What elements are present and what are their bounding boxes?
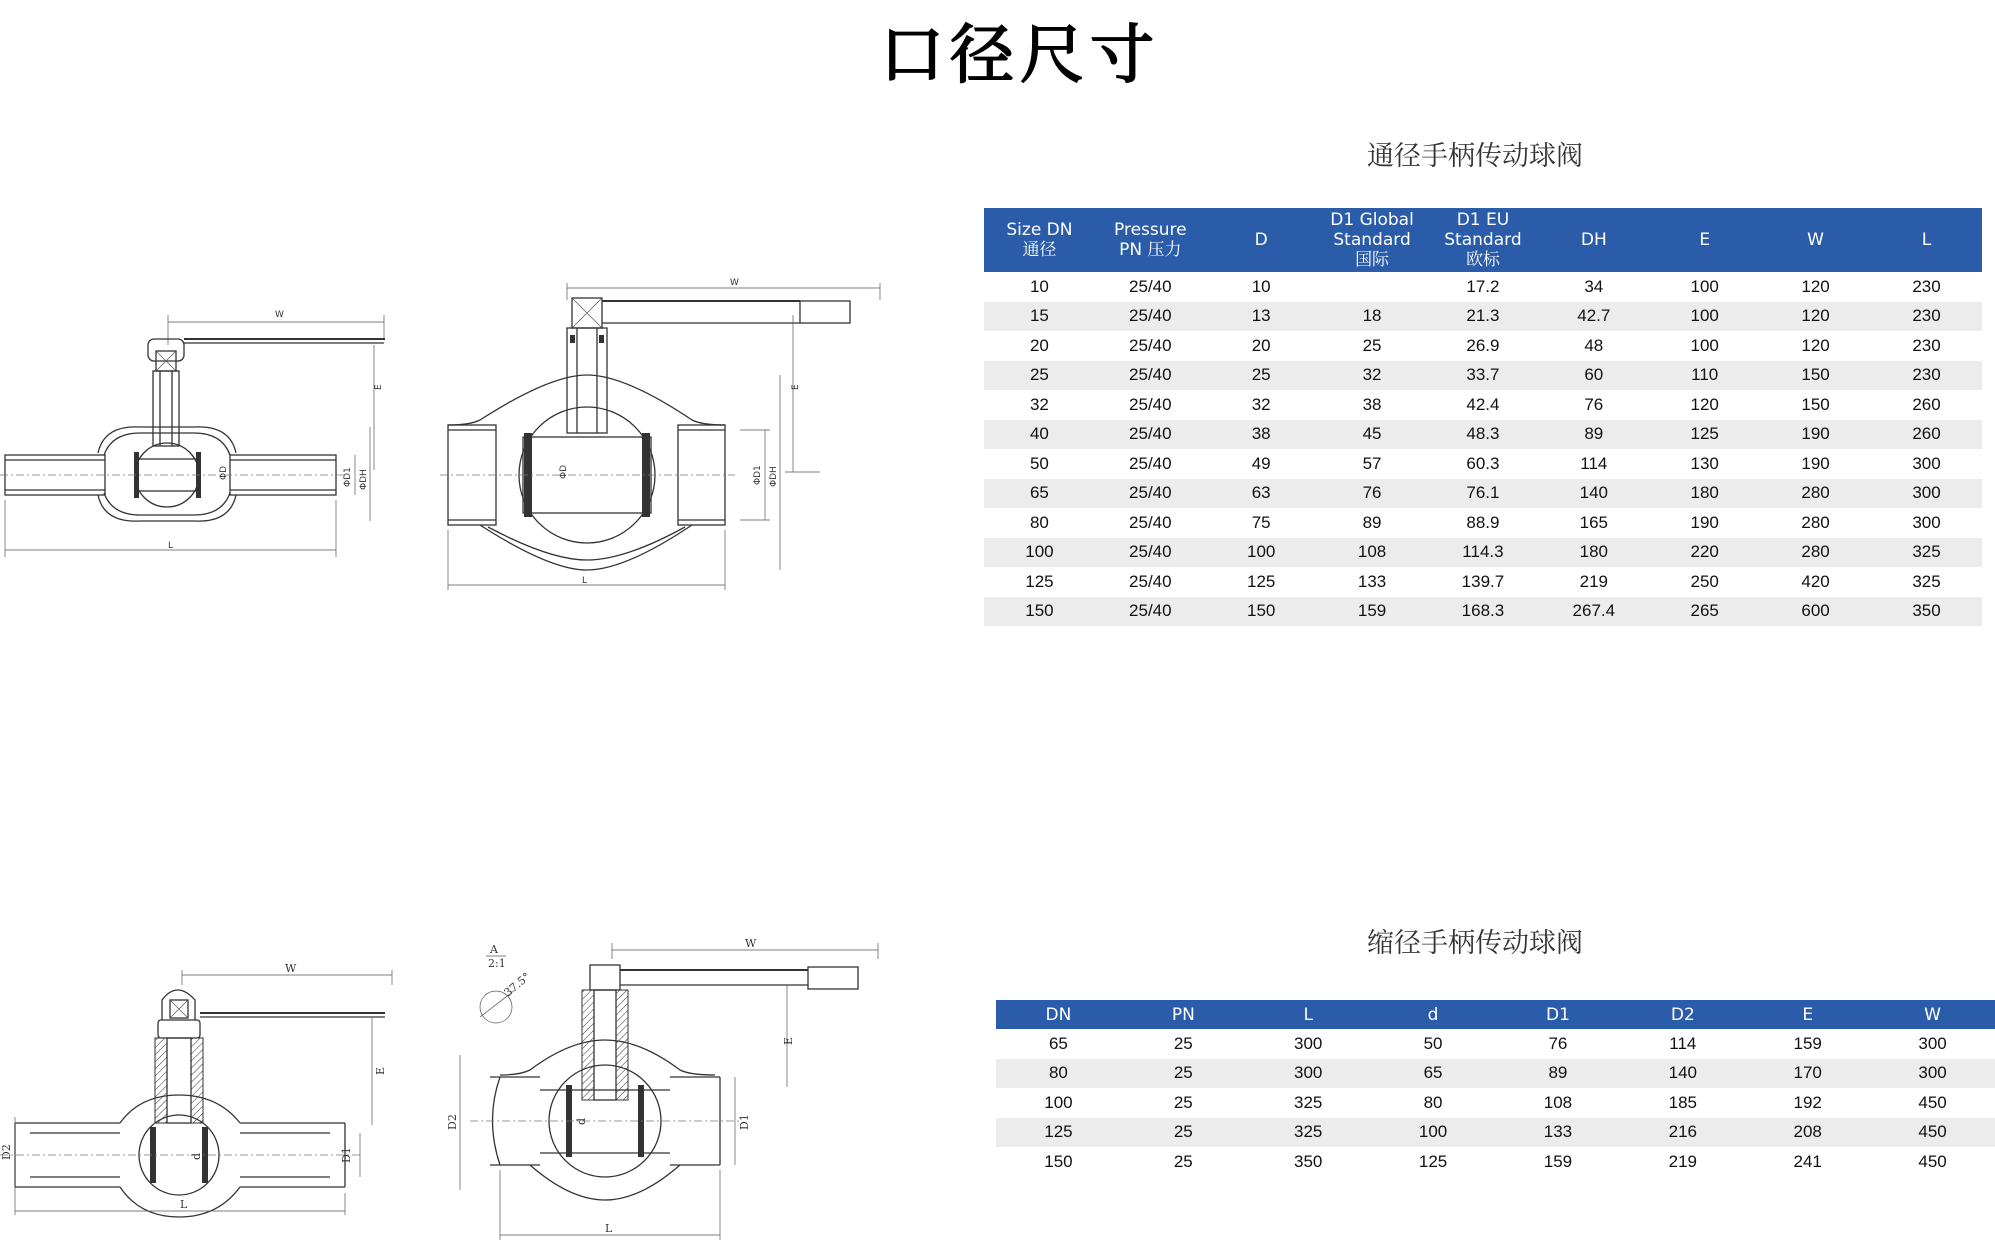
full-bore-header-cell: DH	[1538, 208, 1649, 272]
table-cell: 17.2	[1428, 272, 1539, 302]
table-cell: 219	[1620, 1147, 1745, 1177]
table-cell: 42.7	[1538, 302, 1649, 332]
table-cell: 280	[1760, 479, 1871, 509]
dim-e-label: E	[782, 1036, 795, 1045]
dim-dh-label: ΦDH	[769, 466, 779, 487]
table-cell: 125	[984, 567, 1095, 597]
table-cell: 25/40	[1095, 597, 1206, 627]
table-cell: 108	[1317, 538, 1428, 568]
table-cell: 450	[1870, 1118, 1995, 1148]
reduced-bore-header-cell: W	[1870, 1000, 1995, 1029]
table-cell: 120	[1760, 302, 1871, 332]
dim-d1-label: ΦD1	[343, 467, 353, 487]
full-bore-table	[984, 208, 1982, 626]
table-row	[984, 302, 1982, 332]
table-cell: 114.3	[1428, 538, 1539, 568]
table-cell: 63	[1206, 479, 1317, 509]
table-cell: 76	[1538, 390, 1649, 420]
dim-d1-label: D1	[340, 1147, 353, 1163]
table-cell: 120	[1649, 390, 1760, 420]
dim-w-label: W	[730, 278, 739, 288]
table-cell: 32	[984, 390, 1095, 420]
table-cell: 267.4	[1538, 597, 1649, 627]
table-cell: 10	[984, 272, 1095, 302]
table-cell: 300	[1871, 449, 1982, 479]
table-cell: 325	[1871, 567, 1982, 597]
dim-d2-label: D2	[446, 1114, 459, 1130]
dim-w-label: W	[275, 310, 284, 320]
table-cell: 32	[1317, 361, 1428, 391]
dim-w-label: W	[745, 937, 757, 950]
table-cell: 600	[1760, 597, 1871, 627]
dim-d-label: ΦD	[219, 465, 229, 480]
table-cell: 208	[1745, 1118, 1870, 1148]
dim-dh-label: ΦDH	[359, 469, 369, 490]
table-cell: 150	[996, 1147, 1121, 1177]
table-cell: 89	[1496, 1059, 1621, 1089]
table-cell: 125	[1206, 567, 1317, 597]
table-cell: 76.1	[1428, 479, 1539, 509]
dim-d2-label: D2	[0, 1144, 13, 1160]
drawing-full-bore-small	[0, 295, 400, 570]
reduced-bore-header-cell: D2	[1620, 1000, 1745, 1029]
dim-e-label: E	[791, 384, 801, 390]
full-bore-header-cell: W	[1760, 208, 1871, 272]
table-cell: 325	[1246, 1088, 1371, 1118]
table-cell: 220	[1649, 538, 1760, 568]
table-cell: 100	[996, 1088, 1121, 1118]
dim-w-label: W	[285, 962, 297, 975]
dim-l-label: L	[180, 1198, 188, 1211]
table-row	[984, 597, 1982, 627]
table-cell: 325	[1871, 538, 1982, 568]
dim-e-label: E	[374, 1066, 387, 1075]
table-cell: 100	[1206, 538, 1317, 568]
table-cell: 170	[1745, 1059, 1870, 1089]
table-cell: 100	[1649, 331, 1760, 361]
table-cell: 420	[1760, 567, 1871, 597]
table-cell: 60	[1538, 361, 1649, 391]
detail-a-label: A	[490, 943, 498, 956]
dim-e-label: E	[374, 384, 384, 390]
table-header-row	[984, 208, 1982, 272]
full-bore-header-cell: D	[1206, 208, 1317, 272]
table-cell: 25	[1206, 361, 1317, 391]
table-cell: 230	[1871, 331, 1982, 361]
table-cell: 125	[996, 1118, 1121, 1148]
table-cell: 300	[1870, 1029, 1995, 1059]
table-cell: 25	[1121, 1059, 1246, 1089]
table-cell: 34	[1538, 272, 1649, 302]
table-cell: 180	[1649, 479, 1760, 509]
table-cell: 18	[1317, 302, 1428, 332]
table-cell: 80	[996, 1059, 1121, 1089]
table-cell: 100	[1649, 272, 1760, 302]
table-cell: 280	[1760, 538, 1871, 568]
full-bore-header-cell: D1 Global Standard 国际	[1317, 208, 1428, 272]
table-cell: 190	[1760, 449, 1871, 479]
table-cell: 25/40	[1095, 538, 1206, 568]
table-cell: 25/40	[1095, 508, 1206, 538]
table-cell: 110	[1649, 361, 1760, 391]
table-cell: 26.9	[1428, 331, 1539, 361]
table-cell: 300	[1870, 1059, 1995, 1089]
table-cell: 89	[1317, 508, 1428, 538]
dim-d1-label: ΦD1	[753, 465, 763, 485]
table-cell: 100	[1371, 1118, 1496, 1148]
table-cell: 250	[1649, 567, 1760, 597]
table-cell: 25/40	[1095, 361, 1206, 391]
full-bore-header-cell: L	[1871, 208, 1982, 272]
table-row	[984, 449, 1982, 479]
dim-l-label: L	[582, 576, 588, 586]
table-cell: 88.9	[1428, 508, 1539, 538]
table-cell: 280	[1760, 508, 1871, 538]
table-cell: 150	[1206, 597, 1317, 627]
table-cell: 50	[1371, 1029, 1496, 1059]
table-cell: 65	[996, 1029, 1121, 1059]
reduced-bore-header-cell: DN	[996, 1000, 1121, 1029]
table-row	[996, 1147, 1995, 1177]
table-cell: 150	[1760, 361, 1871, 391]
table-cell: 25/40	[1095, 390, 1206, 420]
table-cell: 100	[984, 538, 1095, 568]
table-cell: 108	[1496, 1088, 1621, 1118]
table-cell: 49	[1206, 449, 1317, 479]
table-cell: 300	[1871, 479, 1982, 509]
table-cell: 76	[1496, 1029, 1621, 1059]
table-cell: 241	[1745, 1147, 1870, 1177]
table-cell: 80	[984, 508, 1095, 538]
table-cell: 57	[1317, 449, 1428, 479]
table-cell: 350	[1246, 1147, 1371, 1177]
table-cell: 65	[1371, 1059, 1496, 1089]
table-cell: 33.7	[1428, 361, 1539, 391]
table-cell: 120	[1760, 272, 1871, 302]
dim-d-label: d	[575, 1117, 588, 1125]
reduced-bore-header-cell: D1	[1496, 1000, 1621, 1029]
table-cell: 159	[1317, 597, 1428, 627]
table-cell: 185	[1620, 1088, 1745, 1118]
detail-angle-label: 37.5°	[501, 970, 533, 1000]
table-cell: 150	[1760, 390, 1871, 420]
table-cell: 45	[1317, 420, 1428, 450]
full-bore-header-cell: D1 EU Standard 欧标	[1428, 208, 1539, 272]
full-bore-header-cell: Size DN 通径	[984, 208, 1095, 272]
table-cell: 350	[1871, 597, 1982, 627]
reduced-bore-header-cell: E	[1745, 1000, 1870, 1029]
table-cell: 260	[1871, 420, 1982, 450]
page-title: 口径尺寸	[880, 18, 1160, 93]
table-row	[984, 479, 1982, 509]
table-cell: 38	[1206, 420, 1317, 450]
table-cell: 159	[1745, 1029, 1870, 1059]
reduced-bore-header-cell: d	[1371, 1000, 1496, 1029]
table-cell: 150	[984, 597, 1095, 627]
table-cell: 50	[984, 449, 1095, 479]
table-row	[996, 1059, 1995, 1089]
table-cell: 260	[1871, 390, 1982, 420]
table-cell: 216	[1620, 1118, 1745, 1148]
table-cell: 40	[984, 420, 1095, 450]
table-cell: 130	[1649, 449, 1760, 479]
table-row	[984, 538, 1982, 568]
dim-l-label: L	[605, 1222, 613, 1235]
table-cell: 48	[1538, 331, 1649, 361]
table-cell: 76	[1317, 479, 1428, 509]
table-cell: 15	[984, 302, 1095, 332]
reduced-bore-header-cell: L	[1246, 1000, 1371, 1029]
table-cell: 42.4	[1428, 390, 1539, 420]
table-cell: 133	[1496, 1118, 1621, 1148]
table-cell: 65	[984, 479, 1095, 509]
table-row	[996, 1118, 1995, 1148]
table-cell: 219	[1538, 567, 1649, 597]
drawing-reduced-bore-small	[0, 955, 400, 1225]
table-cell: 60.3	[1428, 449, 1539, 479]
table-cell: 125	[1649, 420, 1760, 450]
table-cell: 25/40	[1095, 449, 1206, 479]
table-cell: 114	[1620, 1029, 1745, 1059]
table-cell: 25/40	[1095, 331, 1206, 361]
table-cell: 180	[1538, 538, 1649, 568]
dim-d-label: ΦD	[559, 464, 569, 479]
dim-d-label: d	[190, 1152, 203, 1160]
table-cell: 114	[1538, 449, 1649, 479]
table-row	[996, 1088, 1995, 1118]
table-cell: 25	[1121, 1029, 1246, 1059]
table-cell: 32	[1206, 390, 1317, 420]
table-cell: 25/40	[1095, 272, 1206, 302]
table-cell: 230	[1871, 272, 1982, 302]
table-cell: 192	[1745, 1088, 1870, 1118]
table-row	[984, 361, 1982, 391]
table-cell: 230	[1871, 302, 1982, 332]
table-cell: 75	[1206, 508, 1317, 538]
drawing-reduced-bore-large	[430, 925, 900, 1240]
table-cell: 25/40	[1095, 479, 1206, 509]
table-cell: 100	[1649, 302, 1760, 332]
full-bore-header-cell: E	[1649, 208, 1760, 272]
table-row	[984, 390, 1982, 420]
table-row	[984, 331, 1982, 361]
table-cell: 165	[1538, 508, 1649, 538]
table-cell: 20	[1206, 331, 1317, 361]
reduced-bore-table	[996, 1000, 1995, 1177]
table-row	[996, 1029, 1995, 1059]
table-cell: 190	[1760, 420, 1871, 450]
detail-scale-label: 2:1	[488, 957, 506, 970]
table-row	[984, 567, 1982, 597]
table-cell: 13	[1206, 302, 1317, 332]
table-cell: 89	[1538, 420, 1649, 450]
table-cell: 450	[1870, 1147, 1995, 1177]
table-row	[984, 508, 1982, 538]
table-cell: 25/40	[1095, 302, 1206, 332]
table-cell: 25	[1121, 1118, 1246, 1148]
table-cell: 21.3	[1428, 302, 1539, 332]
full-bore-title: 通径手柄传动球阀	[1367, 141, 1583, 172]
table-cell: 25/40	[1095, 567, 1206, 597]
table-cell: 140	[1538, 479, 1649, 509]
table-cell: 265	[1649, 597, 1760, 627]
table-cell: 38	[1317, 390, 1428, 420]
table-row	[984, 420, 1982, 450]
table-cell: 125	[1371, 1147, 1496, 1177]
full-bore-header-cell: Pressure PN 压力	[1095, 208, 1206, 272]
dim-l-label: L	[168, 541, 174, 551]
table-cell: 10	[1206, 272, 1317, 302]
table-cell: 300	[1246, 1029, 1371, 1059]
table-cell: 168.3	[1428, 597, 1539, 627]
table-cell: 20	[984, 331, 1095, 361]
table-cell: 140	[1620, 1059, 1745, 1089]
reduced-bore-title: 缩径手柄传动球阀	[1367, 928, 1583, 959]
table-cell: 25	[1121, 1088, 1246, 1118]
table-row	[984, 272, 1982, 302]
table-cell: 450	[1870, 1088, 1995, 1118]
table-cell	[1317, 272, 1428, 302]
table-cell: 300	[1871, 508, 1982, 538]
table-cell: 325	[1246, 1118, 1371, 1148]
drawing-full-bore-large	[430, 265, 900, 600]
table-cell: 230	[1871, 361, 1982, 391]
reduced-bore-header-cell: PN	[1121, 1000, 1246, 1029]
table-cell: 25	[1317, 331, 1428, 361]
table-cell: 80	[1371, 1088, 1496, 1118]
table-cell: 120	[1760, 331, 1871, 361]
table-cell: 159	[1496, 1147, 1621, 1177]
table-cell: 139.7	[1428, 567, 1539, 597]
table-cell: 25	[1121, 1147, 1246, 1177]
table-cell: 190	[1649, 508, 1760, 538]
dim-d1-label: D1	[738, 1114, 751, 1130]
table-cell: 25	[984, 361, 1095, 391]
table-cell: 48.3	[1428, 420, 1539, 450]
table-cell: 300	[1246, 1059, 1371, 1089]
table-header-row	[996, 1000, 1995, 1029]
table-cell: 133	[1317, 567, 1428, 597]
table-cell: 25/40	[1095, 420, 1206, 450]
